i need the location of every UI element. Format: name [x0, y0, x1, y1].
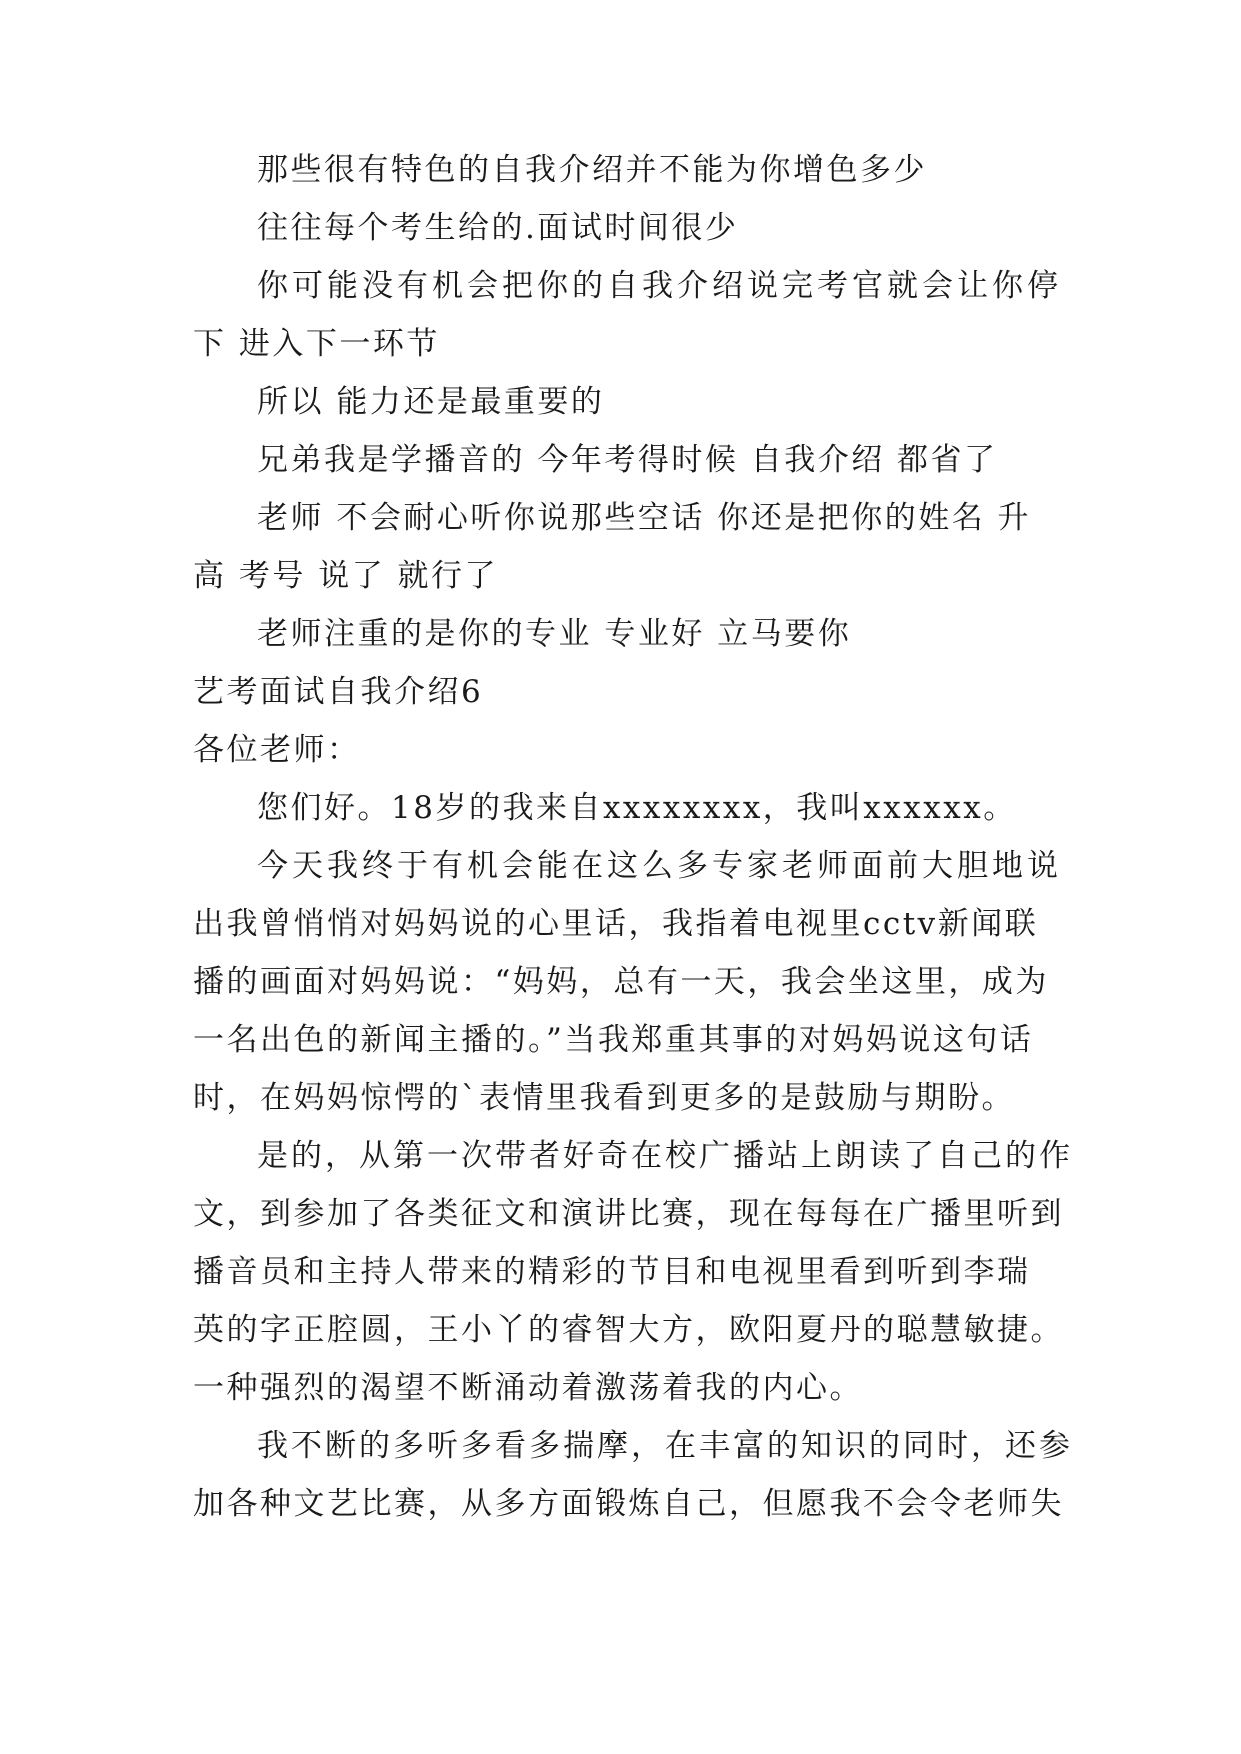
- text-line: 播音员和主持人带来的精彩的节目和电视里看到听到李瑞: [193, 1254, 1031, 1290]
- text-line: 一种强烈的渴望不断涌动着激荡着我的内心。: [193, 1370, 863, 1406]
- text-line: 我不断的多听多看多揣摩，在丰富的知识的同时，还参: [257, 1428, 1073, 1464]
- text-line: 高 考号 说了 就行了: [193, 558, 499, 594]
- text-line: 出我曾悄悄对妈妈说的心里话，我指着电视里cctv新闻联: [193, 906, 1039, 942]
- salutation: 各位老师：: [193, 732, 361, 768]
- text-line: 您们好。18岁的我来自xxxxxxxx，我叫xxxxxx。: [257, 790, 1017, 826]
- text-line: 是的，从第一次带者好奇在校广播站上朗读了自己的作: [257, 1138, 1073, 1174]
- text-line: 时，在妈妈惊愕的`表情里我看到更多的是鼓励与期盼。: [193, 1080, 1015, 1116]
- text-line: 你可能没有机会把你的自我介绍说完考官就会让你停: [257, 268, 1062, 304]
- text-line: 英的字正腔圆，王小丫的睿智大方，欧阳夏丹的聪慧敏捷。: [193, 1312, 1064, 1348]
- section-heading: 艺考面试自我介绍6: [193, 674, 484, 710]
- text-line: 所以 能力还是最重要的: [257, 384, 605, 420]
- text-line: 那些很有特色的自我介绍并不能为你增色多少: [257, 152, 927, 188]
- text-line: 今天我终于有机会能在这么多专家老师面前大胆地说: [257, 848, 1062, 884]
- text-line: 文，到参加了各类征文和演讲比赛，现在每每在广播里听到: [193, 1196, 1064, 1232]
- text-line: 一名出色的新闻主播的。”当我郑重其事的对妈妈说这句话: [193, 1022, 1034, 1058]
- text-line: 下 进入下一环节: [193, 326, 440, 362]
- text-line: 加各种文艺比赛，从多方面锻炼自己，但愿我不会令老师失: [193, 1486, 1064, 1522]
- text-line: 往往每个考生给的.面试时间很少: [257, 210, 739, 246]
- text-line: 老师 不会耐心听你说那些空话 你还是把你的姓名 升: [257, 500, 1032, 536]
- text-line: 播的画面对妈妈说：“妈妈，总有一天，我会坐这里，成为: [193, 964, 1049, 1000]
- text-line: 老师注重的是你的专业 专业好 立马要你: [257, 616, 852, 652]
- text-line: 兄弟我是学播音的 今年考得时候 自我介绍 都省了: [257, 442, 998, 478]
